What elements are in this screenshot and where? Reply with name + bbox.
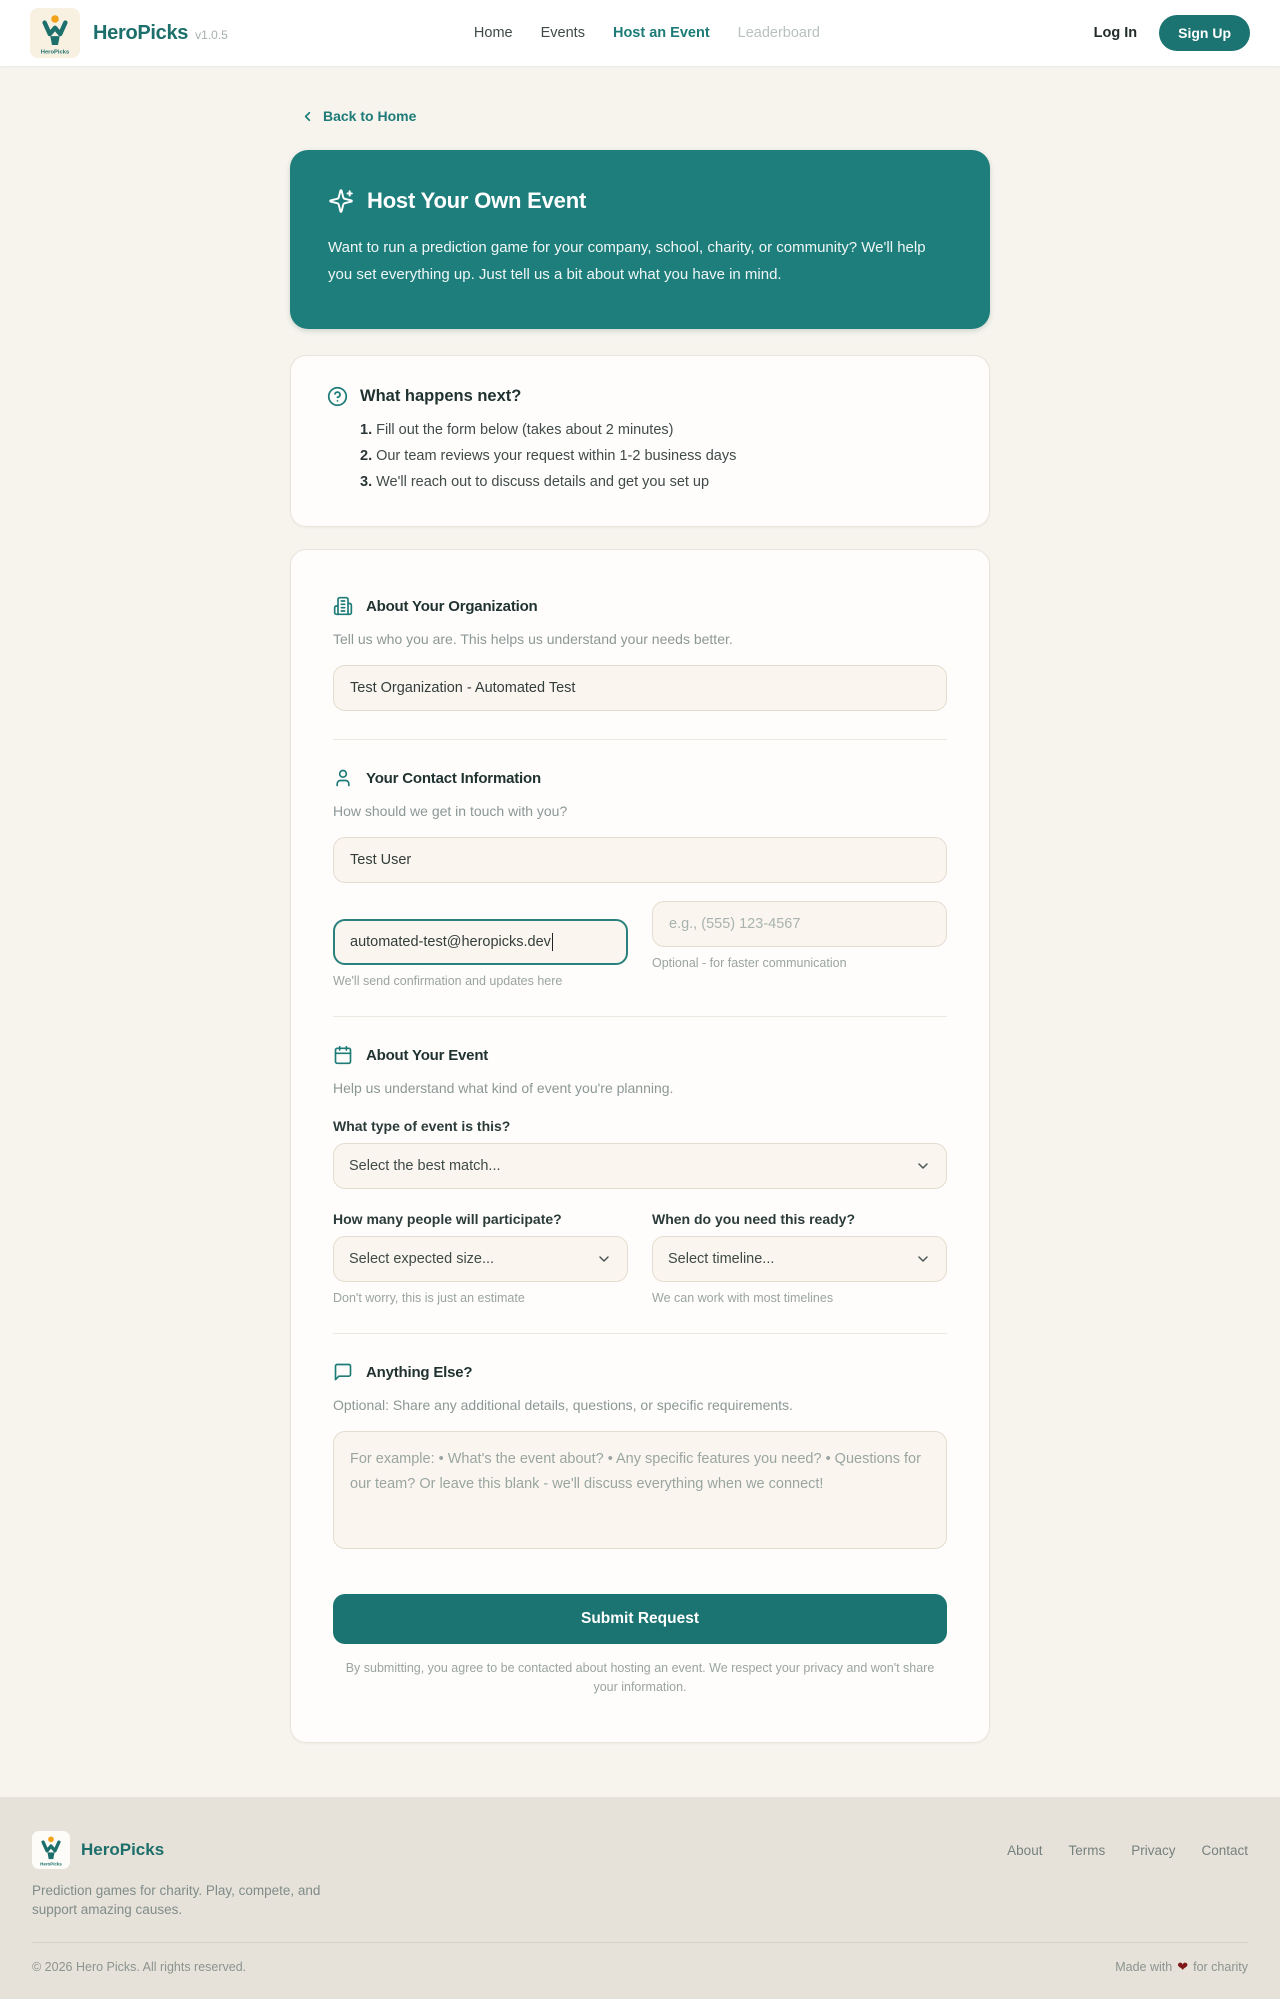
footer-link-contact[interactable]: Contact [1201, 1842, 1248, 1858]
additional-details-textarea[interactable] [333, 1431, 947, 1549]
step-item [360, 446, 953, 466]
step-number: 3. [360, 474, 373, 490]
step-text: Our team reviews your request within 1-2 business days [376, 448, 737, 464]
phone-input[interactable] [652, 901, 947, 947]
step-text: We'll reach out to discuss details and get you set up [376, 474, 710, 490]
nav-link-leaderboard[interactable]: Leaderboard [737, 25, 820, 41]
event-section [333, 1045, 947, 1305]
chevron-down-icon [915, 1158, 931, 1174]
host-event-form-card [290, 549, 990, 1743]
footer-link-privacy[interactable]: Privacy [1131, 1842, 1176, 1858]
phone-helper-text: Optional - for faster communication [652, 956, 847, 970]
building-icon [333, 596, 353, 616]
back-to-home-label: Back to Home [323, 108, 417, 124]
back-to-home-link[interactable] [300, 108, 416, 124]
notes-section [333, 1362, 947, 1554]
brand-logo-link[interactable] [30, 8, 228, 58]
email-value: automated-test@heropicks.dev [350, 934, 551, 950]
section-divider [333, 1333, 947, 1334]
organization-name-input[interactable] [333, 665, 947, 711]
chevron-left-icon [300, 109, 315, 124]
heropicks-footer-logo-icon [32, 1831, 70, 1869]
contact-section [333, 768, 947, 988]
text-cursor [552, 933, 553, 951]
footer-divider [32, 1942, 1248, 1943]
copyright-text: © 2026 Hero Picks. All rights reserved. [32, 1959, 247, 1974]
login-button[interactable]: Log In [1093, 25, 1138, 41]
section-divider [333, 739, 947, 740]
organization-section [333, 596, 947, 711]
top-navigation-bar [0, 0, 1280, 66]
timeline-selected-value: Select timeline... [668, 1251, 775, 1267]
submit-disclaimer: By submitting, you agree to be contacted about hosting an event. We respect your privacy and won't share your information. [345, 1661, 935, 1695]
message-square-icon [333, 1362, 353, 1382]
email-helper-text: We'll send confirmation and updates here [333, 974, 563, 988]
header-actions [1094, 15, 1250, 51]
footer-link-about[interactable]: About [1007, 1842, 1043, 1858]
svg-text:HeroPicks: HeroPicks [40, 1861, 62, 1867]
participants-select[interactable] [333, 1236, 628, 1282]
calendar-icon [333, 1045, 353, 1065]
phone-field-group [652, 901, 947, 988]
help-circle-icon [327, 386, 348, 407]
notes-section-title: Anything Else? [366, 1363, 473, 1381]
notes-section-description: Optional: Share any additional details, questions, or specific requirements. [333, 1397, 793, 1413]
submit-request-button[interactable]: Submit Request [333, 1594, 947, 1644]
heart-icon: ❤ [1177, 1958, 1189, 1974]
email-field-group [333, 901, 628, 988]
participants-selected-value: Select expected size... [349, 1251, 495, 1267]
step-item [360, 420, 953, 440]
chevron-down-icon [596, 1251, 612, 1267]
event-type-selected-value: Select the best match... [349, 1158, 501, 1174]
participants-label: How many people will participate? [333, 1211, 562, 1227]
timeline-helper-text: We can work with most timelines [652, 1291, 834, 1305]
event-type-select[interactable] [333, 1143, 947, 1189]
heropicks-logo-icon [30, 8, 80, 58]
hero-card [290, 150, 990, 330]
nav-link-events[interactable]: Events [540, 25, 585, 41]
nav-link-home[interactable]: Home [473, 25, 513, 41]
nav-link-host-an-event[interactable]: Host an Event [612, 25, 710, 41]
section-divider [333, 1016, 947, 1017]
hero-description: Want to run a prediction game for your company, school, charity, or community? We'll help you set everything up. Just tell us a bit about what you have in mind. [328, 238, 926, 284]
footer-tagline: Prediction games for charity. Play, compete, and support amazing causes. [32, 1882, 321, 1918]
timeline-label: When do you need this ready? [652, 1211, 856, 1227]
made-with-prefix: Made with [1115, 1959, 1173, 1974]
main-content [290, 66, 990, 1743]
footer-brand-block [32, 1831, 332, 1920]
brand-name: HeroPicks [93, 21, 189, 44]
contact-section-title: Your Contact Information [366, 769, 541, 787]
next-steps-card [290, 355, 990, 527]
step-number: 2. [360, 448, 373, 464]
timeline-select[interactable] [652, 1236, 947, 1282]
svg-text:HeroPicks: HeroPicks [40, 49, 70, 56]
participants-helper-text: Don't worry, this is just an estimate [333, 1291, 525, 1305]
user-icon [333, 768, 353, 788]
page-footer [0, 1797, 1280, 1999]
step-item [360, 472, 953, 492]
footer-brand-name: HeroPicks [81, 1839, 165, 1859]
made-with-suffix: for charity [1193, 1959, 1248, 1974]
event-section-description: Help us understand what kind of event you're planning. [333, 1080, 674, 1096]
main-nav [474, 25, 820, 41]
next-steps-title: What happens next? [360, 387, 522, 405]
step-number: 1. [360, 422, 373, 438]
signup-button[interactable]: Sign Up [1159, 15, 1250, 51]
chevron-down-icon [915, 1251, 931, 1267]
event-type-label: What type of event is this? [333, 1118, 511, 1134]
step-text: Fill out the form below (takes about 2 minutes) [376, 422, 674, 438]
page-title: Host Your Own Event [367, 187, 587, 213]
participants-field-group [333, 1211, 628, 1305]
app-version: v1.0.5 [195, 27, 228, 42]
next-steps-list [327, 420, 953, 492]
email-input[interactable] [333, 919, 628, 965]
made-with-love-text [1115, 1959, 1248, 1975]
footer-nav [1007, 1843, 1248, 1858]
organization-section-description: Tell us who you are. This helps us understand your needs better. [333, 631, 733, 647]
footer-link-terms[interactable]: Terms [1068, 1842, 1106, 1858]
contact-name-input[interactable] [333, 837, 947, 883]
event-section-title: About Your Event [366, 1046, 489, 1064]
contact-section-description: How should we get in touch with you? [333, 803, 568, 819]
timeline-field-group [652, 1211, 947, 1305]
sparkles-icon [328, 188, 354, 214]
organization-section-title: About Your Organization [366, 597, 538, 615]
